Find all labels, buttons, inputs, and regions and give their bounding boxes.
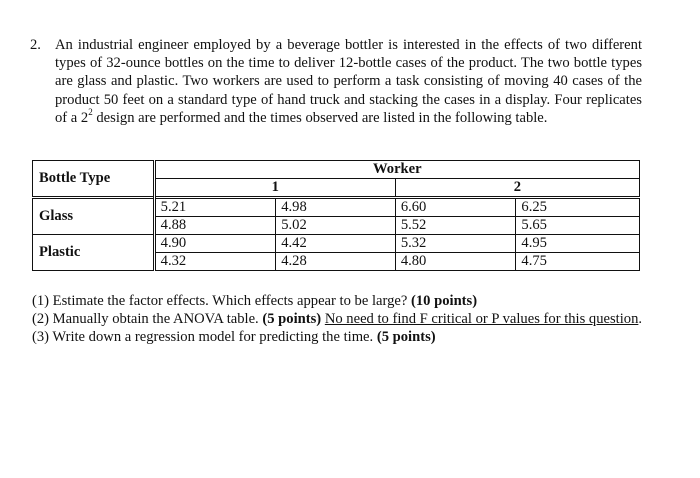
- question-1: [32, 292, 644, 310]
- questions: [32, 292, 644, 347]
- table-cell: 6.60: [395, 198, 516, 217]
- question-2-note: No need to find F critical or P values for this question: [324, 311, 639, 328]
- problem-text: [55, 36, 642, 127]
- problem-number: 2.: [30, 37, 41, 53]
- table-cell: 4.90: [154, 235, 276, 253]
- question-2-text: (2) Manually obtain the ANOVA table.: [32, 311, 263, 328]
- question-3-text: (3) Write down a regression model for predicting the time.: [32, 329, 377, 346]
- row-label-glass: Glass: [33, 198, 155, 235]
- table-cell: 4.88: [154, 217, 276, 235]
- table-cell: 5.65: [516, 217, 640, 235]
- worker-header: Worker: [154, 161, 639, 179]
- table-cell: 5.52: [395, 217, 516, 235]
- question-2-end: .: [638, 311, 643, 328]
- question-1-points: (10 points): [411, 293, 478, 309]
- problem-text-end: design are performed and the times observed are listed in the following table.: [92, 109, 548, 126]
- question-1-text: (1) Estimate the factor effects. Which effects appear to be large?: [32, 293, 411, 309]
- question-3: [32, 328, 644, 346]
- design-exponent: 2: [88, 106, 93, 117]
- worker-level-1: 1: [154, 179, 395, 198]
- table-cell: 4.95: [516, 235, 640, 253]
- table-cell: 4.75: [516, 253, 640, 271]
- table-cell: 4.80: [395, 253, 516, 271]
- data-table: [32, 160, 640, 271]
- question-2-points: (5 points): [262, 311, 322, 328]
- table-cell: 4.32: [154, 253, 276, 271]
- table-cell: 6.25: [516, 198, 640, 217]
- bottle-type-header: Bottle Type: [33, 161, 155, 198]
- table-cell: 5.02: [276, 217, 396, 235]
- question-3-points: (5 points): [376, 329, 436, 346]
- table-cell: 4.42: [276, 235, 396, 253]
- problem-text-main: An industrial engineer employed by a beverage bottler is interested in the effects of two different types of 32-ounce bottles on the time to deliver 12-bottle cases of the product. The two bottle types are glass and plastic. Two workers are used to perform a task consisting of moving 40 cases of the product 50 feet on a standard type of hand truck and stacking the cases in a display. Four replicates of a 2: [55, 37, 642, 126]
- problem-statement: [30, 36, 642, 127]
- table-cell: 5.21: [154, 198, 276, 217]
- table-cell: 4.98: [276, 198, 396, 217]
- table-cell: 4.28: [276, 253, 396, 271]
- table-cell: 5.32: [395, 235, 516, 253]
- worker-level-2: 2: [395, 179, 639, 198]
- question-2: [32, 310, 644, 328]
- row-label-plastic: Plastic: [33, 235, 155, 271]
